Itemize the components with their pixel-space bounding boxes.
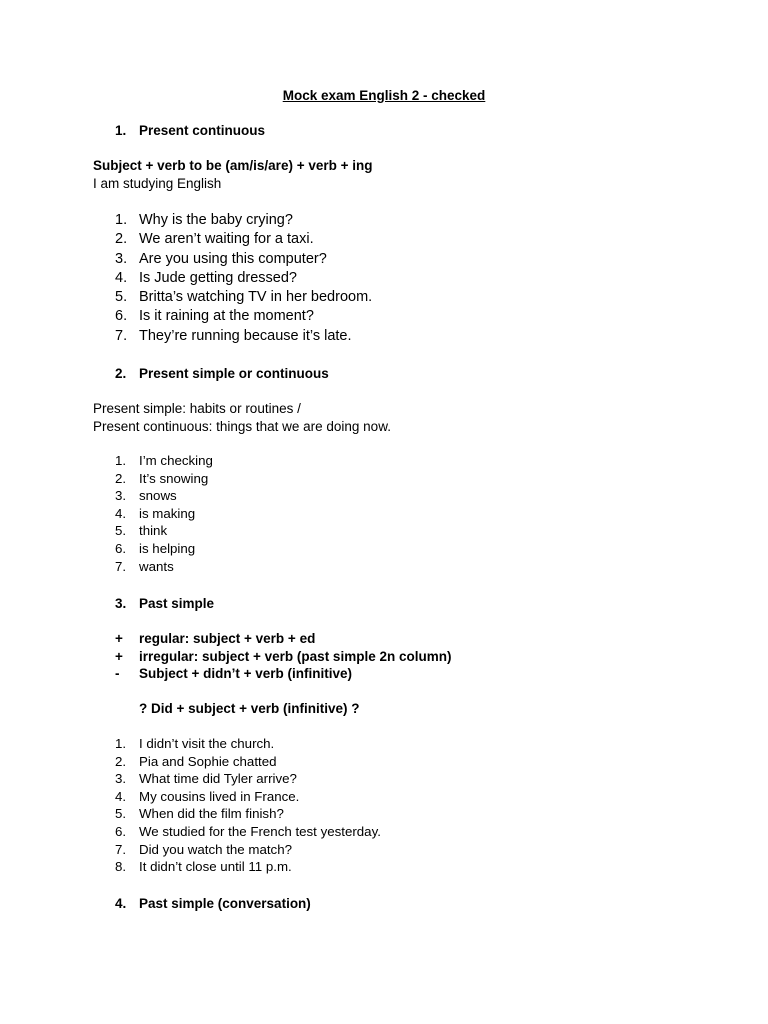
list-item-number: 4. (115, 505, 127, 521)
formula-present-continuous: Subject + verb to be (am/is/are) + verb + ing (93, 158, 373, 173)
example-present-continuous: I am studying English (93, 176, 222, 191)
list-item-number: 2. (115, 753, 127, 769)
list-item-text: We aren’t waiting for a taxi. (139, 231, 314, 248)
list-item-number: 7. (115, 558, 127, 574)
section-title: Past simple (conversation) (139, 896, 311, 911)
rule-text: Subject + didn’t + verb (infinitive) (139, 666, 353, 681)
list-item (0, 823, 381, 841)
list-item (0, 230, 372, 249)
rule-negative (115, 665, 352, 682)
note-present-continuous: Present continuous: things that we are doing now. (93, 419, 391, 434)
list-item-text: snows (139, 488, 177, 504)
list-item-text: Why is the baby crying? (139, 212, 293, 228)
list-item-number: 1. (115, 453, 127, 468)
list-item-number: 7. (115, 327, 128, 344)
list-item (0, 250, 372, 269)
list-item (0, 327, 372, 346)
list-item-number: 2. (115, 470, 127, 486)
section-number: 2. (115, 366, 127, 381)
list-item-text: It’s snowing (139, 470, 209, 486)
list-item-text: What time did Tyler arrive? (139, 771, 297, 787)
rule-symbol: + (115, 649, 123, 664)
rule-question: ? Did + subject + verb (infinitive) ? (139, 701, 360, 716)
rule-text: irregular: subject + verb (past simple 2n column) (139, 649, 452, 664)
list-item-text: Pia and Sophie chatted (139, 753, 277, 769)
list-item (0, 735, 381, 753)
section-title: Present continuous (139, 123, 266, 138)
list-item-text: Is Jude getting dressed? (139, 269, 297, 286)
list-item-text: When did the film finish? (139, 806, 284, 822)
list-item (0, 269, 372, 288)
section-heading-present-simple-or-continuous (115, 365, 329, 382)
list-item-number: 3. (115, 771, 127, 787)
section-title: Past simple (139, 596, 215, 611)
list-item-number: 8. (115, 859, 127, 875)
list-item-text: It didn’t close until 11 p.m. (139, 859, 292, 875)
list-item-number: 3. (115, 250, 128, 267)
list-item (0, 858, 381, 876)
list-item (0, 522, 213, 540)
rule-symbol: - (115, 666, 120, 681)
list-item-text: I didn’t visit the church. (139, 736, 275, 751)
list-item-text: We studied for the French test yesterday. (139, 823, 381, 839)
list-item (0, 487, 213, 505)
rule-irregular (115, 648, 451, 665)
list-item-number: 4. (115, 788, 127, 804)
list-item-text: is helping (139, 540, 196, 556)
rule-text: regular: subject + verb + ed (139, 631, 316, 646)
list-item (0, 753, 381, 771)
section-number: 1. (115, 123, 127, 138)
list-item-number: 4. (115, 269, 128, 286)
answer-list-past-simple (0, 735, 381, 876)
section-heading-past-simple-conversation (115, 895, 311, 912)
list-item (0, 841, 381, 859)
list-item (0, 452, 213, 470)
answer-list-present-continuous (0, 211, 372, 346)
list-item (0, 505, 213, 523)
list-item-number: 5. (115, 523, 127, 539)
list-item-text: Did you watch the match? (139, 841, 292, 857)
section-heading-present-continuous (115, 122, 265, 139)
document-title: Mock exam English 2 - checked (282, 88, 486, 103)
list-item-text: is making (139, 505, 196, 521)
list-item (0, 211, 372, 230)
list-item-number: 5. (115, 289, 128, 306)
list-item-text: I’m checking (139, 453, 213, 468)
list-item-text: Are you using this computer? (139, 250, 327, 267)
list-item-number: 5. (115, 806, 127, 822)
list-item (0, 288, 372, 307)
list-item-text: They’re running because it’s late. (139, 327, 352, 344)
list-item (0, 307, 372, 326)
list-item (0, 788, 381, 806)
rule-regular (115, 630, 315, 647)
list-item-number: 1. (115, 736, 127, 751)
list-item-text: Britta’s watching TV in her bedroom. (139, 289, 373, 306)
list-item-text: wants (139, 558, 174, 574)
section-heading-past-simple (115, 595, 214, 612)
list-item-number: 6. (115, 823, 127, 839)
section-number: 3. (115, 596, 127, 611)
note-present-simple: Present simple: habits or routines / (93, 401, 301, 416)
list-item-number: 7. (115, 841, 127, 857)
section-title: Present simple or continuous (139, 366, 329, 381)
list-item (0, 558, 213, 576)
rule-symbol: + (115, 631, 123, 646)
list-item-number: 2. (115, 231, 128, 248)
list-item-number: 6. (115, 308, 128, 325)
list-item-number: 6. (115, 540, 127, 556)
list-item (0, 805, 381, 823)
list-item (0, 770, 381, 788)
list-item-text: Is it raining at the moment? (139, 308, 314, 325)
list-item (0, 540, 213, 558)
answer-list-present-simple-or-continuous (0, 452, 213, 575)
section-number: 4. (115, 896, 127, 911)
list-item (0, 470, 213, 488)
list-item-text: think (139, 523, 168, 539)
list-item-number: 3. (115, 488, 127, 504)
list-item-number: 1. (115, 212, 128, 228)
list-item-text: My cousins lived in France. (139, 788, 300, 804)
